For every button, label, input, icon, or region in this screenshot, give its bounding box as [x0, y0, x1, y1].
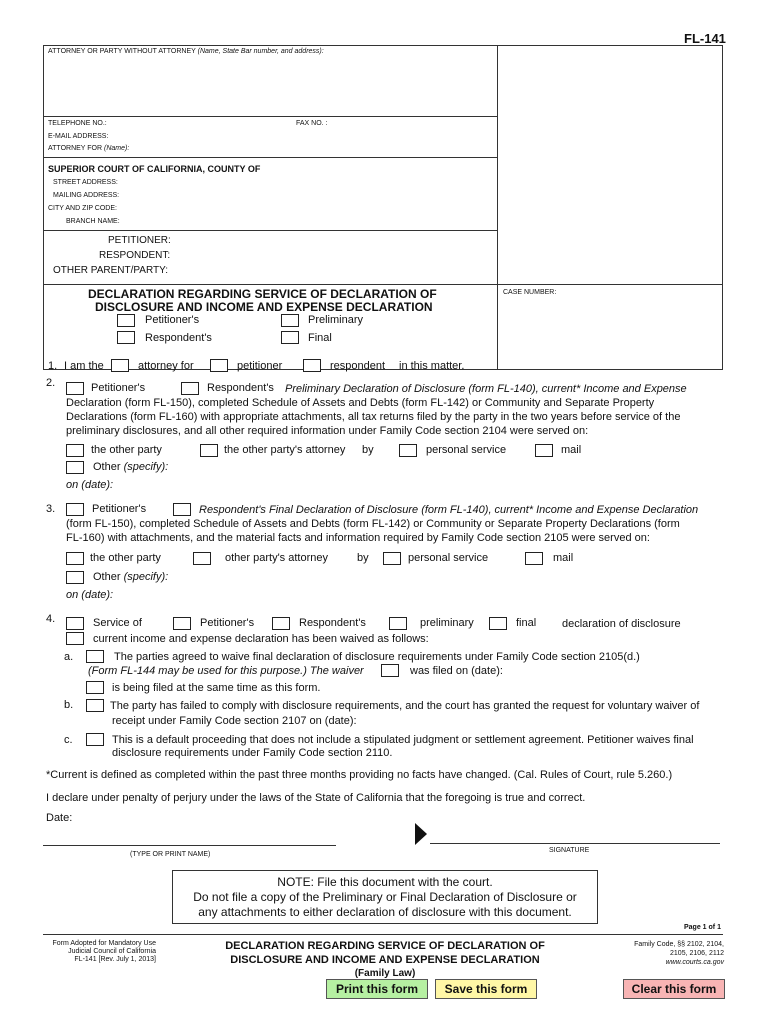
item4-service-label: Service of: [93, 617, 142, 629]
item4-a-label: a.: [64, 651, 74, 663]
item4-respondents-label: Respondent's: [299, 617, 366, 629]
note-box: [172, 870, 598, 924]
item1-attorney-checkbox[interactable]: [111, 359, 129, 372]
street-label: STREET ADDRESS:: [53, 179, 118, 186]
item1-text-b: attorney for: [138, 360, 194, 372]
mailing-label: MAILING ADDRESS:: [53, 192, 120, 199]
item4-c-checkbox[interactable]: [86, 733, 104, 746]
item1-text-a: I am the: [64, 360, 104, 372]
telephone-label: TELEPHONE NO.:: [48, 120, 107, 127]
item3-line1: Respondent's Final Declaration of Disclosure (form FL-140), current* Income and Expense Declaration: [199, 504, 699, 516]
item2-line1: Preliminary Declaration of Disclosure (form FL-140), current* Income and Expense: [285, 383, 687, 395]
footer-right: Family Code, §§ 2102, 2104, 2105, 2106, 2112 www.courts.ca.gov: [634, 941, 724, 966]
date-label: Date:: [46, 812, 73, 824]
item2-mail-label: mail: [561, 444, 582, 456]
item3-mail-checkbox[interactable]: [525, 552, 543, 565]
item4-petitioners-checkbox[interactable]: [173, 617, 191, 630]
item1-text-c: petitioner: [237, 360, 283, 372]
item2-personal-checkbox[interactable]: [399, 444, 417, 457]
clear-button[interactable]: Clear this form: [623, 979, 725, 999]
petitioners-checkbox[interactable]: [117, 314, 135, 327]
item2-other-attorney-label: the other party's attorney: [224, 444, 346, 456]
preliminary-checkbox[interactable]: [281, 314, 299, 327]
item4-petitioners-label: Petitioner's: [200, 617, 255, 629]
item3-number: 3.: [46, 503, 56, 515]
item3-line3: FL-160) with attachments, and the material facts and information required by Family Code section 2105 were served on:: [66, 532, 650, 544]
item3-other-attorney-label: other party's attorney: [225, 552, 328, 564]
title-line2: DISCLOSURE AND INCOME AND EXPENSE DECLARATION: [95, 300, 433, 314]
item2-petitioners-label: Petitioner's: [91, 382, 146, 394]
respondents-label: Respondent's: [145, 332, 212, 344]
footer-left: Form Adopted for Mandatory Use Judicial Council of California FL-141 [Rev. July 1, 2013]: [52, 940, 156, 963]
item3-other-label: Other (specify):: [93, 571, 169, 583]
item4-c-line2: disclosure requirements under Family Code section 2110.: [112, 747, 393, 759]
item2-respondents-label: Respondent's: [207, 382, 274, 394]
item1-number: 1.: [48, 360, 58, 372]
footnote: *Current is defined as completed within the past three months providing no facts have changed. (Cal. Rules of Court, rule 5.260.): [46, 769, 673, 781]
item4-a-line2: (Form FL-144 may be used for this purpose.) The waiver: [88, 665, 364, 677]
item3-personal-checkbox[interactable]: [383, 552, 401, 565]
type-name-label: (TYPE OR PRINT NAME): [130, 851, 211, 858]
item3-other-checkbox[interactable]: [66, 571, 84, 584]
item1-text-e: in this matter.: [399, 360, 465, 372]
signature-label: SIGNATURE: [549, 847, 590, 854]
item3-by-label: by: [357, 552, 369, 564]
signature-arrow-icon: [415, 823, 427, 845]
item4-current-label: current income and expense declaration has been waived as follows:: [93, 633, 429, 645]
item4-a-checkbox[interactable]: [86, 650, 104, 663]
petitioners-label: Petitioner's: [145, 314, 200, 326]
item2-other-label: Other (specify):: [93, 461, 169, 473]
item4-decl-label: declaration of disclosure: [562, 618, 681, 630]
item3-other-party-label: the other party: [90, 552, 161, 564]
preliminary-label: Preliminary: [308, 314, 364, 326]
item2-line3: Declarations (form FL-160) with appropriate attachments, all tax returns filed by the party in the two years before service of the: [66, 411, 681, 423]
page-number: Page 1 of 1: [684, 924, 721, 931]
item4-respondents-checkbox[interactable]: [272, 617, 290, 630]
petitioner-label: PETITIONER:: [108, 235, 171, 246]
item4-waiver-checkbox[interactable]: [381, 664, 399, 677]
final-label: Final: [308, 332, 332, 344]
item4-b-checkbox[interactable]: [86, 699, 104, 712]
item4-number: 4.: [46, 613, 56, 625]
item4-final-checkbox[interactable]: [489, 617, 507, 630]
item3-mail-label: mail: [553, 552, 574, 564]
name-line: [43, 845, 336, 846]
item2-mail-checkbox[interactable]: [535, 444, 553, 457]
item2-personal-label: personal service: [426, 444, 507, 456]
attorney-for-label: ATTORNEY FOR (Name):: [48, 145, 130, 152]
item2-petitioners-checkbox[interactable]: [66, 382, 84, 395]
item4-a-line1: The parties agreed to waive final declaration of disclosure requirements under Family Code section 2105(d.): [114, 651, 640, 663]
respondents-checkbox[interactable]: [117, 331, 135, 344]
attorney-label: ATTORNEY OR PARTY WITHOUT ATTORNEY (Name, State Bar number, and address):: [48, 48, 324, 55]
form-number: FL-141: [684, 31, 726, 46]
item2-line4: preliminary disclosures, and all other required information under Family Code section 2104 were served on:: [66, 425, 589, 437]
item2-number: 2.: [46, 377, 56, 389]
item2-line2: Declaration (form FL-150), completed Schedule of Assets and Debts (form FL-142) or Community and Separate Property: [66, 397, 655, 409]
item3-line2: (form FL-150), completed Schedule of Assets and Debts (form FL-142) or Community or Separate Property Declarations (form: [66, 518, 680, 530]
item4-preliminary-label: preliminary: [420, 617, 474, 629]
item1-text-d: respondent: [330, 360, 386, 372]
final-checkbox[interactable]: [281, 331, 299, 344]
item4-filed-checkbox[interactable]: [86, 681, 104, 694]
item4-current-checkbox[interactable]: [66, 632, 84, 645]
note-line3: any attachments to either declaration of disclosure with this document.: [198, 905, 572, 919]
item3-personal-label: personal service: [408, 552, 489, 564]
item2-other-attorney-checkbox[interactable]: [200, 444, 218, 457]
item2-other-checkbox[interactable]: [66, 461, 84, 474]
item3-on-date: on (date):: [66, 589, 114, 601]
title-line1: DECLARATION REGARDING SERVICE OF DECLARATION OF: [88, 287, 437, 301]
signature-line[interactable]: [430, 843, 720, 844]
item3-other-party-checkbox[interactable]: [66, 552, 84, 565]
item3-petitioners-label: Petitioner's: [92, 503, 147, 515]
case-number-label: CASE NUMBER:: [503, 289, 557, 296]
city-label: CITY AND ZIP CODE:: [48, 205, 117, 212]
item2-respondents-checkbox[interactable]: [181, 382, 199, 395]
item4-service-checkbox[interactable]: [66, 617, 84, 630]
declaration-statement: I declare under penalty of perjury under the laws of the State of California that the foregoing is true and correct.: [46, 792, 586, 804]
court-title: SUPERIOR COURT OF CALIFORNIA, COUNTY OF: [48, 164, 261, 174]
other-parent-label: OTHER PARENT/PARTY:: [53, 265, 169, 276]
email-label: E-MAIL ADDRESS:: [48, 133, 109, 140]
save-button[interactable]: Save this form: [435, 979, 537, 999]
item2-on-date: on (date):: [66, 479, 114, 491]
item3-other-attorney-checkbox[interactable]: [193, 552, 211, 565]
item4-c-label: c.: [64, 734, 73, 746]
item2-by-label: by: [362, 444, 374, 456]
item4-a-line4: is being filed at the same time as this form.: [112, 682, 321, 694]
item4-c-line1: This is a default proceeding that does not include a stipulated judgment or settlement agreement. Petitioner waives final: [112, 734, 694, 746]
footer-title: DECLARATION REGARDING SERVICE OF DECLARATION OF DISCLOSURE AND INCOME AND EXPENSE DECLARATION (Family Law): [225, 940, 545, 979]
print-button[interactable]: Print this form: [326, 979, 428, 999]
item3-respondents-checkbox[interactable]: [173, 503, 191, 516]
item4-final-label: final: [516, 617, 537, 629]
item4-preliminary-checkbox[interactable]: [389, 617, 407, 630]
item1-petitioner-checkbox[interactable]: [210, 359, 228, 372]
note-line2: Do not file a copy of the Preliminary or Final Declaration of Disclosure or: [193, 890, 577, 904]
respondent-label: RESPONDENT:: [99, 250, 171, 261]
note-line1: NOTE: File this document with the court.: [277, 875, 493, 889]
branch-label: BRANCH NAME:: [66, 218, 120, 225]
fax-label: FAX NO. :: [296, 120, 328, 127]
item4-b-line1: The party has failed to comply with disclosure requirements, and the court has granted the request for voluntary waiver of: [110, 700, 700, 712]
item2-other-party-label: the other party: [91, 444, 162, 456]
item1-respondent-checkbox[interactable]: [303, 359, 321, 372]
item4-b-line2: receipt under Family Code section 2107 on (date):: [112, 715, 357, 727]
item3-petitioners-checkbox[interactable]: [66, 503, 84, 516]
item2-other-party-checkbox[interactable]: [66, 444, 84, 457]
item4-b-label: b.: [64, 699, 74, 711]
item4-a-line3: was filed on (date):: [410, 665, 503, 677]
